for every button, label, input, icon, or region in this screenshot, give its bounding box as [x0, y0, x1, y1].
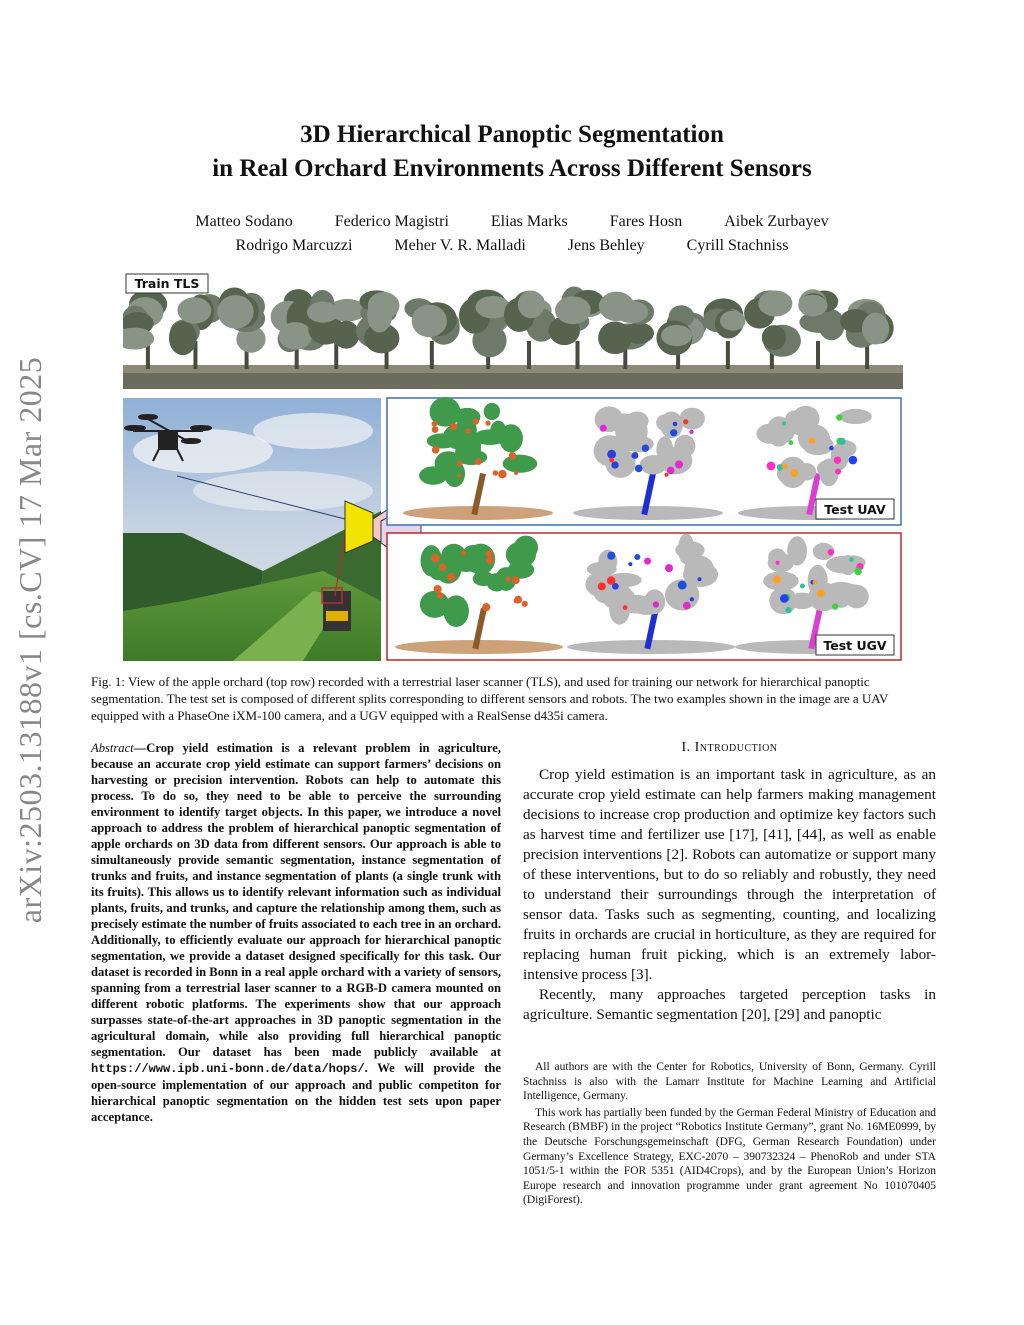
author: Aibek Zurbayev: [724, 213, 829, 230]
train-tls-label: Train TLS: [134, 276, 200, 291]
arxiv-identifier: arXiv:2503.13188v1 [cs.CV] 17 Mar 2025: [12, 356, 48, 924]
tls-panorama: [123, 271, 903, 389]
footnote-affiliation: All authors are with the Center for Robotics, University of Bonn, Germany. Cyrill Stachniss is also with the Lamarr Institute for Machine Learning and Artificial Intelligence, Germany.: [523, 1061, 936, 1103]
footnote-funding: This work has partially been funded by the German Federal Ministry of Education and Research (BMBF) in the project “Robotics Institute Germany”, grant No. 16ME0999, by the Deutsche Forschungsgemeinschaft (DFG, German Research Foundation) under Germany’s Excellence Strategy, EXC-2070 – 390732324 – PhenoRob and under STA 1051/5-1 within the FOR 5351 (AID4Crops), and by the European Union’s Horizon Europe research and innovation programme under grant agreement No 101070405 (DigiForest).: [523, 1106, 936, 1207]
author: Rodrigo Marcuzzi: [235, 237, 353, 254]
abstract-text-1: Crop yield estimation is a relevant problem in agriculture, because an accurate crop yield estimate can support farmers’ decisions on harvesting or precision intervention. Robots can help to automate this process. To do so, they need to be able to perceive the surrounding environment to identify target objects. In this paper, we introduce a novel approach to address the problem of hierarchical panoptic segmentation of apple orchards on 3D data from different sensors. Our approach is able to simultaneously provide semantic segmentation, instance segmentation of trunks and fruits, and instance segmentation of plants (a single trunk with its fruits). This allows us to identify relevant information such as individual plants, fruits, and trunks, and capture the relationship among them, such as precisely estimate the number of fruits associated to each tree in an orchard. Additionally, to efficiently evaluate our approach for hierarchical panoptic segmentation, we provide a dataset designed specifically for this task. Our dataset is recorded in Bonn in a real apple orchard with a variety of sensors, spanning from a terrestrial laser scanner to a RGB-D camera mounted on different robotic platforms. The experiments show that our approach surpasses state-of-the-art approaches in 3D panoptic segmentation in the agricultural domain, while also providing full hierarchical panoptic segmentation. Our dataset has been made publicly available at: [91, 741, 501, 1059]
test-ugv-label: Test UGV: [823, 638, 887, 653]
author: Cyrill Stachniss: [686, 237, 789, 254]
orchard-photo: [123, 398, 381, 661]
author: Federico Magistri: [334, 213, 449, 230]
paper-title: [0, 118, 1024, 186]
ugv-robot: [322, 588, 351, 631]
introduction-body: [523, 765, 936, 1025]
intro-paragraph-2: Recently, many approaches targeted perception tasks in agriculture. Semantic segmentation [20], [29] and panoptic: [523, 986, 936, 1023]
abstract-text-2: . We will provide the open-source implementation of our approach and public competiton for hierarchical panoptic segmentation on the hidden test sets upon paper acceptance.: [91, 1061, 501, 1124]
title-line-1: 3D Hierarchical Panoptic Segmentation: [300, 121, 724, 148]
section-heading: I. Introduction: [681, 740, 778, 755]
title-line-2: in Real Orchard Environments Across Different Sensors: [212, 155, 812, 182]
abstract-dash: —: [133, 741, 147, 755]
author: Fares Hosn: [609, 213, 683, 230]
author: Meher V. R. Malladi: [394, 237, 526, 254]
author: Matteo Sodano: [195, 213, 293, 230]
figure-1: [123, 271, 903, 661]
author: Elias Marks: [490, 213, 568, 230]
abstract: [91, 740, 501, 1125]
author: Jens Behley: [567, 237, 645, 254]
authors-row-1: [0, 210, 1024, 234]
authors-row-2: [0, 234, 1024, 258]
dataset-link[interactable]: https://www.ipb.uni-bonn.de/data/hops/: [91, 1062, 365, 1076]
figure-caption: Fig. 1: View of the apple orchard (top row) recorded with a terrestrial laser scanner (TLS), and used for training our network for hierarchical panoptic segmentation. The test set is composed of different splits corresponding to different sensors and robots. The two examples shown in the image are a UAV equipped with a PhaseOne iXM-100 camera, and a UGV equipped with a RealSense d435i camera.: [91, 674, 889, 723]
test-uav-label: Test UAV: [824, 502, 886, 517]
intro-paragraph-1: Crop yield estimation is an important task in agriculture, as an accurate crop yield estimate can help farmers making management decisions to increase crop production and optimize key factors such as harvest time and fertilizer use [17], [41], [44], as well as enable precision interventions [2]. Robots can automatize or support many of these interventions, but to do so reliably and robustly, they need to understand their surroundings through the interpretation of sensor data. Tasks such as segmenting, counting, and localizing fruits in orchards are crucial in horticulture, as they are required for replacing human fruit picking, which is an extremely labor-intensive process [3].: [523, 766, 936, 983]
footnotes: [523, 1060, 936, 1210]
abstract-label: Abstract: [91, 741, 134, 755]
